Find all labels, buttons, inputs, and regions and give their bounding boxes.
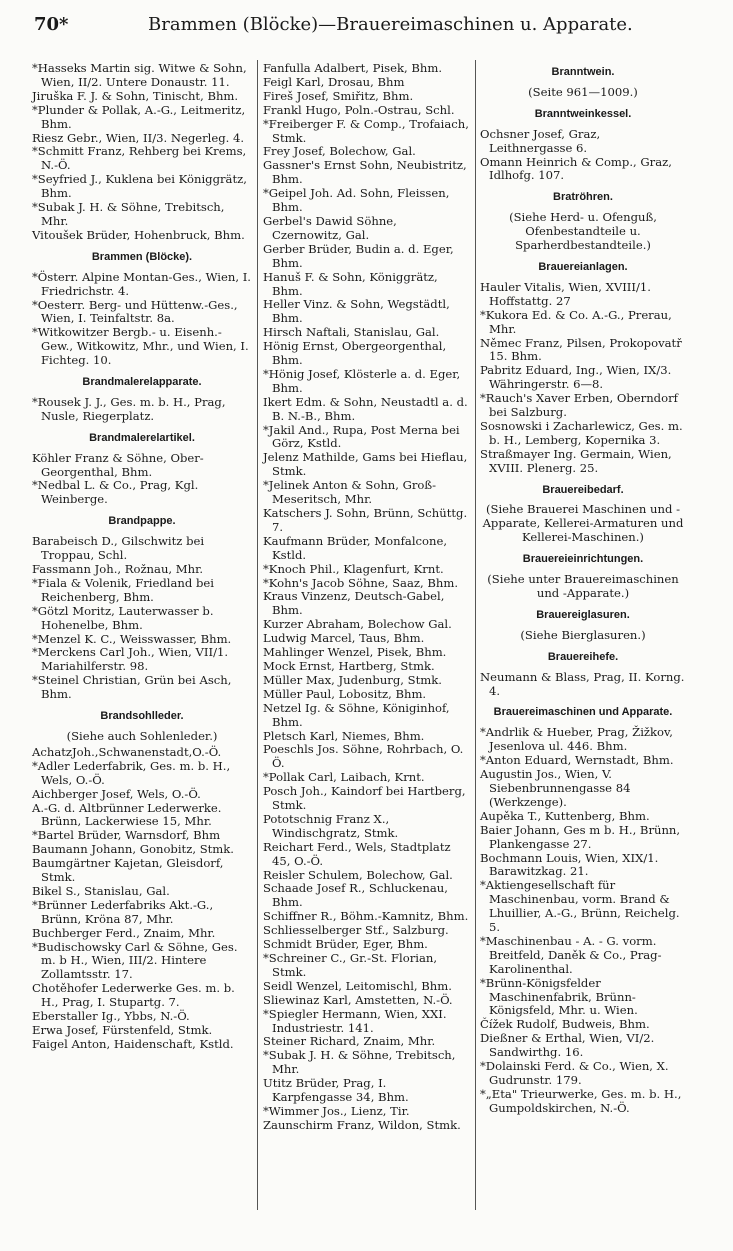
directory-entry: Mock Ernst, Hartberg, Stmk. (263, 658, 435, 673)
directory-entry: *Anton Eduard, Wernstadt, Bhm. (480, 753, 674, 768)
directory-entry: *Seyfried J., Kuklena bei Königgrätz, Bhm. (32, 172, 247, 201)
directory-entry: Utitz Brüder, Prag, I. Karpfengasse 34, Bhm. (263, 1076, 409, 1105)
directory-entry: *Geipel Joh. Ad. Sohn, Fleissen, Bhm. (263, 186, 450, 215)
column-3 (480, 62, 686, 1116)
section-heading: Brauereiglasuren. (536, 608, 630, 621)
directory-entry: *Plunder & Pollak, A.-G., Leitmeritz, Bhm. (32, 102, 246, 131)
section-heading: Brauereimaschinen und Apparate. (493, 706, 673, 719)
directory-entry: Kurzer Abraham, Bolechow Gal. (263, 617, 452, 632)
directory-entry: Faigel Anton, Haidenschaft, Kstld. (32, 1036, 234, 1051)
section-heading: Brandpappe. (108, 515, 176, 528)
directory-entry: Jiruška F. J. & Sohn, Tinischt, Bhm. (32, 88, 239, 103)
cross-reference-note: (Siehe Herd- u. Ofenguß, Ofenbestandteile u. Sparherdbestandteile.) (509, 210, 657, 253)
directory-entry: Feigl Karl, Drosau, Bhm (263, 74, 405, 89)
directory-entry: Poeschls Jos. Söhne, Rohrbach, O. Ö. (263, 742, 464, 771)
directory-entry: Němec Franz, Pilsen, Prokopovatř 15. Bhm. (480, 335, 682, 364)
section-heading: Brandmalerelapparate. (82, 376, 202, 389)
directory-entry: *„Eta" Trieurwerke, Ges. m. b. H., Gumpoldskirchen, N.-Ö. (480, 1086, 682, 1115)
directory-entry: *Jakil And., Rupa, Post Merna bei Görz, Kstld. (263, 422, 460, 451)
directory-entry: *Brünn-Königsfelder Maschinenfabrik, Brünn-Königsfeld, Mhr. u. Wien. (480, 975, 638, 1018)
directory-entry: *Dolainski Ferd. & Co., Wien, X. Gudrunstr. 179. (480, 1059, 669, 1087)
directory-entry: Schliesselberger Stf., Salzburg. (263, 923, 449, 938)
directory-entry: *Brünner Lederfabriks Akt.-G., Brünn, Kröna 87, Mhr. (32, 897, 214, 926)
directory-entry: *Kohn's Jacob Söhne, Saaz, Bhm. (263, 575, 459, 590)
directory-entry: *Spiegler Hermann, Wien, XXI. Industriestr. 141. (263, 1006, 447, 1035)
directory-entry: Kraus Vinzenz, Deutsch-Gabel, Bhm. (263, 589, 445, 618)
directory-entry: Seidl Wenzel, Leitomischl, Bhm. (263, 978, 452, 993)
directory-entry: Reisler Schulem, Bolechow, Gal. (263, 867, 453, 882)
directory-entry: Baumgärtner Kajetan, Gleisdorf, Stmk. (32, 856, 224, 885)
section-heading: Brammen (Blöcke). (91, 250, 193, 263)
directory-entry: Reichart Ferd., Wels, Stadtplatz 45, O.-Ö. (263, 839, 451, 868)
directory-entry: Bikel S., Stanislau, Gal. (32, 883, 170, 898)
directory-entry: Katschers J. Sohn, Brünn, Schüttg. 7. (263, 506, 468, 534)
directory-entry: Netzel Ig. & Söhne, Königinhof, Bhm. (263, 700, 450, 729)
directory-entry: Riesz Gebr., Wien, II/3. Negerleg. 4. (32, 130, 245, 145)
cross-reference-note: (Siehe unter Brauereimaschinen und -Apparate.) (487, 572, 679, 600)
cross-reference-note: (Siehe Bierglasuren.) (520, 627, 646, 642)
directory-entry: *Subak J. H. & Söhne, Trebitsch, Mhr. (32, 200, 225, 228)
directory-entry: Heller Vinz. & Sohn, Wegstädtl, Bhm. (263, 297, 450, 326)
directory-entry: Ikert Edm. & Sohn, Neustadtl a. d. B. N.-B., Bhm. (263, 394, 468, 423)
directory-entry: Chotěhofer Lederwerke Ges. m. b. H., Prag, I. Stupartg. 7. (32, 981, 235, 1010)
directory-entry: *Aktiengesellschaft für Maschinenbau, vorm. Brand & Lhuillier, A.-G., Brünn, Reichelg. 5. (480, 878, 680, 935)
directory-entry: Schmidt Brüder, Eger, Bhm. (263, 937, 428, 952)
directory-entry: Müller Paul, Lobositz, Bhm. (263, 686, 427, 701)
section-heading: Brauereianlagen. (538, 260, 628, 273)
directory-entry: Dießner & Erthal, Wien, VI/2. Sandwirthg. 16. (480, 1031, 655, 1060)
directory-entry: *Maschinenbau - A. - G. vorm. Breitfeld, Daněk & Co., Prag-Karolinenthal. (480, 933, 662, 976)
directory-entry: Sosnowski i Zacharlewicz, Ges. m. b. H., Lemberg, Kopernika 3. (480, 418, 683, 447)
directory-entry: *Götzl Moritz, Lauterwasser b. Hohenelbe, Bhm. (32, 603, 214, 632)
directory-entry: Eberstaller Ig., Ybbs, N.-Ö. (32, 1009, 190, 1024)
directory-entry: *Andrlik & Hueber, Prag, Žižkov, Jesenlova ul. 446. Bhm. (480, 725, 673, 754)
directory-entry: Ochsner Josef, Graz, Leithnergasse 6. (480, 126, 601, 155)
directory-entry: *Hönig Josef, Klösterle a. d. Eger, Bhm. (263, 366, 461, 395)
directory-entry: *Österr. Alpine Montan-Ges., Wien, I. Friedrichstr. 4. (32, 269, 251, 298)
section-heading: Brauereibedarf. (542, 483, 624, 496)
directory-entry: *Bartel Brüder, Warnsdorf, Bhm (32, 828, 221, 843)
directory-entry: Aupěka T., Kuttenberg, Bhm. (480, 808, 650, 823)
directory-entry: Aichberger Josef, Wels, O.-Ö. (32, 786, 201, 801)
directory-entry: Schaade Josef R., Schluckenau, Bhm. (263, 881, 448, 910)
directory-entry: *Pollak Carl, Laibach, Krnt. (263, 770, 425, 785)
directory-entry: Augustin Jos., Wien, V. Siebenbrunnengasse 84 (Werkzenge). (480, 767, 631, 809)
directory-entry: Frey Josef, Bolechow, Gal. (263, 144, 416, 159)
directory-entry: *Budischowsky Carl & Söhne, Ges. m. b H., Wien, III/2. Hintere Zollamtsstr. 17. (32, 939, 238, 982)
directory-entry: *Jelinek Anton & Sohn, Groß-Meseritsch, Mhr. (263, 478, 437, 507)
column-2 (263, 62, 470, 1133)
directory-entry: Fireš Josef, Smiřitz, Bhm. (263, 88, 414, 103)
cross-reference-note: (Seite 961—1009.) (528, 84, 638, 99)
directory-entry: *Schreiner C., Gr.-St. Florian, Stmk. (263, 951, 438, 979)
directory-entry: Schiffner R., Böhm.-Kamnitz, Bhm. (263, 909, 469, 924)
section-heading: Branntweinkessel. (534, 107, 632, 120)
directory-entry: *Subak J. H. & Söhne, Trebitsch, Mhr. (263, 1048, 456, 1077)
directory-entry: Gerbel's Dawid Söhne, Czernowitz, Gal. (263, 213, 397, 242)
directory-entry: Jelenz Mathilde, Gams bei Hieflau, Stmk. (263, 450, 468, 479)
directory-entry: *Adler Lederfabrik, Ges. m. b. H., Wels, O.-Ö. (32, 758, 231, 787)
section-heading: Branntwein. (551, 66, 615, 78)
directory-entry: Bochmann Louis, Wien, XIX/1. Barawitzkag. 21. (480, 850, 659, 879)
directory-entry: Kaufmann Brüder, Monfalcone, Kstld. (263, 533, 448, 562)
directory-entry: A.-G. d. Altbrünner Lederwerke. Brünn, Lackerwiese 15, Mhr. (32, 800, 222, 829)
directory-entry: Müller Max, Judenburg, Stmk. (263, 672, 442, 687)
directory-entry: Hauler Vitalis, Wien, XVIII/1. Hoffstattg. 27 (480, 279, 651, 308)
directory-entry: Pletsch Karl, Niemes, Bhm. (263, 728, 425, 743)
directory-entry: Gerber Brüder, Budin a. d. Eger, Bhm. (263, 241, 454, 270)
directory-entry: Omann Heinrich & Comp., Graz, Idlhofg. 107. (480, 154, 672, 183)
directory-entry: Gassner's Ernst Sohn, Neubistritz, Bhm. (263, 158, 467, 187)
directory-entry: Sliewinaz Karl, Amstetten, N.-Ö. (263, 992, 453, 1007)
cross-reference-note: (Siehe Brauerei Maschinen und -Apparate, Kellerei-Armaturen und Kellerei-Maschinen.) (482, 502, 684, 545)
directory-entry: *Hasseks Martin sig. Witwe & Sohn, Wien, II/2. Untere Donaustr. 11. (32, 61, 247, 89)
directory-entry: Straßmayer Ing. Germain, Wien, XVIII. Plenerg. 25. (480, 446, 672, 475)
column-rule (475, 60, 476, 1210)
section-heading: Bratröhren. (553, 191, 613, 204)
directory-entry: Baumann Johann, Gonobitz, Stmk. (32, 842, 234, 857)
directory-entry: *Freiberger F. & Comp., Trofaiach, Stmk. (263, 116, 469, 145)
section-heading: Brauereieinrichtungen. (522, 553, 644, 566)
directory-entry: Erwa Josef, Fürstenfeld, Stmk. (32, 1023, 213, 1037)
directory-entry: *Schmitt Franz, Rehberg bei Krems, N.-Ö. (32, 144, 247, 173)
directory-entry: *Fiala & Volenik, Friedland bei Reichenberg, Bhm. (32, 575, 214, 604)
directory-entry: Fassmann Joh., Rožnau, Mhr. (32, 562, 204, 576)
directory-entry: Frankl Hugo, Poln.-Ostrau, Schl. (263, 102, 455, 117)
page-number: 70* (34, 14, 69, 35)
directory-entry: Neumann & Blass, Prag, II. Korng. 4. (480, 669, 685, 698)
directory-entry: Zaunschirm Franz, Wildon, Stmk. (263, 1117, 461, 1132)
section-heading: Brandmalerelartikel. (89, 431, 195, 444)
page-header (20, 14, 713, 38)
directory-entry: *Merckens Carl Joh., Wien, VII/1. Mariahilferstr. 98. (32, 645, 229, 674)
cross-reference-note: (Siehe auch Sohlenleder.) (66, 728, 218, 743)
directory-entry: *Steinel Christian, Grün bei Asch, Bhm. (32, 673, 232, 702)
directory-entry: *Knoch Phil., Klagenfurt, Krnt. (263, 561, 444, 576)
directory-entry: Mahlinger Wenzel, Pisek, Bhm. (263, 645, 447, 660)
directory-entry: Čížek Rudolf, Budweis, Bhm. (480, 1017, 650, 1032)
column-rule (257, 60, 258, 1210)
directory-entry: Pototschnig Franz X., Windischgratz, Stmk. (263, 811, 399, 840)
directory-entry: Fanfulla Adalbert, Pisek, Bhm. (263, 61, 443, 75)
directory-entry: *Witkowitzer Bergb.- u. Eisenh.-Gew., Witkowitz, Mhr., und Wien, I. Fichteg. 10. (32, 325, 249, 368)
directory-entry: *Wimmer Jos., Lienz, Tir. (263, 1103, 410, 1118)
directory-entry: *Menzel K. C., Weisswasser, Bhm. (32, 631, 232, 646)
directory-entry: Hönig Ernst, Obergeorgenthal, Bhm. (263, 339, 447, 368)
directory-entry: Ludwig Marcel, Taus, Bhm. (263, 631, 425, 646)
directory-entry: Baier Johann, Ges m b. H., Brünn, Plankengasse 27. (480, 822, 681, 851)
directory-entry: Pabritz Eduard, Ing., Wien, IX/3. Währingerstr. 6—8. (480, 363, 672, 392)
column-1 (32, 62, 252, 1052)
section-heading: Brandsohlleder. (100, 710, 184, 723)
section-heading: Brauereihefe. (547, 650, 619, 663)
directory-entry: Posch Joh., Kaindorf bei Hartberg, Stmk. (263, 784, 466, 813)
directory-entry: *Nedbal L. & Co., Prag, Kgl. Weinberge. (32, 478, 199, 507)
directory-entry: AchatzJoh.,Schwanenstadt,O.-Ö. (32, 744, 222, 759)
directory-entry: *Kukora Ed. & Co. A.-G., Prerau, Mhr. (480, 307, 672, 336)
directory-entry: Vitoušek Brüder, Hohenbruck, Bhm. (32, 227, 245, 242)
directory-entry: Buchberger Ferd., Znaim, Mhr. (32, 925, 216, 940)
directory-entry: *Rauch's Xaver Erben, Oberndorf bei Salzburg. (480, 391, 678, 420)
directory-entry: Steiner Richard, Znaim, Mhr. (263, 1034, 436, 1049)
directory-entry: Hanuš F. & Sohn, Königgrätz, Bhm. (263, 269, 438, 298)
directory-entry: Barabeisch D., Gilschwitz bei Troppau, Schl. (32, 534, 205, 563)
directory-entry: Köhler Franz & Söhne, Ober-Georgenthal, Bhm. (32, 450, 204, 479)
running-head: Brammen (Blöcke)—Brauereimaschinen u. Apparate. (148, 14, 633, 35)
directory-entry: Hirsch Naftali, Stanislau, Gal. (263, 325, 440, 340)
directory-entry: *Rousek J. J., Ges. m. b. H., Prag, Nusle, Riegerplatz. (32, 394, 226, 423)
directory-entry: *Oesterr. Berg- und Hüttenw.-Ges., Wien, I. Teinfaltstr. 8a. (32, 297, 238, 326)
